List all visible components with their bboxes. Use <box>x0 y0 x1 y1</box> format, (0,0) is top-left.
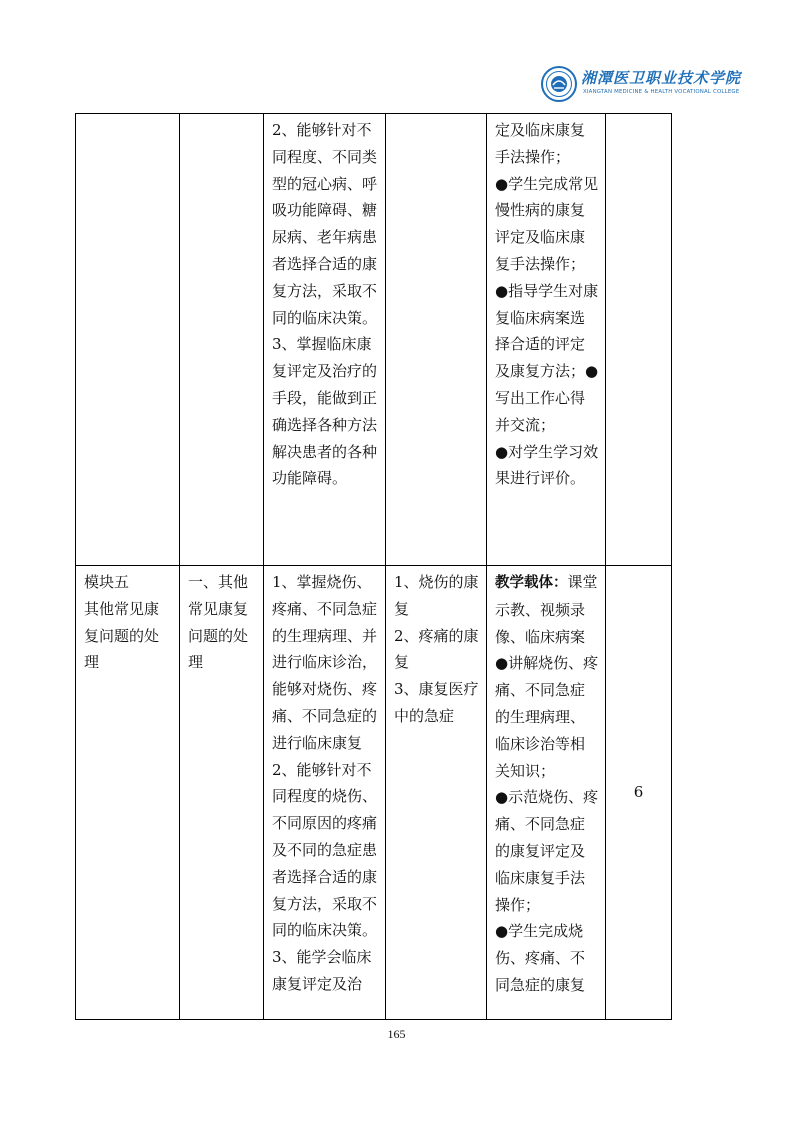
college-name-cn: 湘潭医卫职业技术学院 <box>581 69 742 87</box>
college-logo <box>541 66 742 106</box>
content-cell <box>386 566 487 1020</box>
module-cell <box>76 566 180 1020</box>
syllabus-table <box>75 113 672 1020</box>
methods-cell <box>487 566 606 1020</box>
hours-cell <box>606 566 672 1020</box>
methods-cell <box>487 114 606 566</box>
college-name-en: XIANGTAN MEDICINE & HEALTH VOCATIONAL COLLEGE <box>583 89 740 95</box>
content-text: 1、烧伤的康复 2、疼痛的康复 3、康复医疗中的急症 <box>394 573 479 725</box>
content-cell <box>386 114 487 566</box>
project-text: 一、其他常见康复问题的处理 <box>188 573 249 672</box>
objectives-text: 2、能够针对不同程度、不同类型的冠心病、呼吸功能障碍、糖尿病、老年病患者选择合适的康复方法，采取不同的临床决策。 3、掌握临床康复评定及治疗的手段，能做到正确选择各种方法解决患者的各种功能障碍。 <box>272 121 378 488</box>
project-cell <box>180 566 264 1020</box>
methods-label: 教学载体： <box>495 575 568 591</box>
module-cell <box>76 114 180 566</box>
hours-cell <box>606 114 672 566</box>
methods-text: 课堂示教、视频录像、临床病案 ●讲解烧伤、疼痛、不同急症的生理病理、临床诊治等相关知识； ●示范烧伤、疼痛、不同急症的康复评定及临床康复手法操作； ●学生完成烧伤、疼痛、不同急症的康复 <box>495 573 599 994</box>
objectives-text: 1、掌握烧伤、疼痛、不同急症的生理病理、并进行临床诊治，能够对烧伤、疼痛、不同急症的进行临床康复 2、能够针对不同程度的烧伤、不同原因的疼痛及不同的急症患者选择合适的康复方法，采取不同的临床决策。 3、能学会临床康复评定及治 <box>272 573 378 993</box>
objectives-cell <box>264 566 386 1020</box>
methods-text: 定及临床康复手法操作； ●学生完成常见慢性病的康复评定及临床康复手法操作； ●指导学生对康复临床病案选择合适的评定及康复方法；●写出工作心得并交流； ●对学生学习效果进行评价。 <box>495 121 599 488</box>
table-row <box>76 566 672 1020</box>
table-row <box>76 114 672 566</box>
project-cell <box>180 114 264 566</box>
college-seal-icon <box>541 66 577 102</box>
page-number: 165 <box>387 1027 406 1041</box>
objectives-cell <box>264 114 386 566</box>
module-text: 模块五 其他常见康复问题的处理 <box>84 573 160 672</box>
hours-value: 6 <box>633 783 644 802</box>
